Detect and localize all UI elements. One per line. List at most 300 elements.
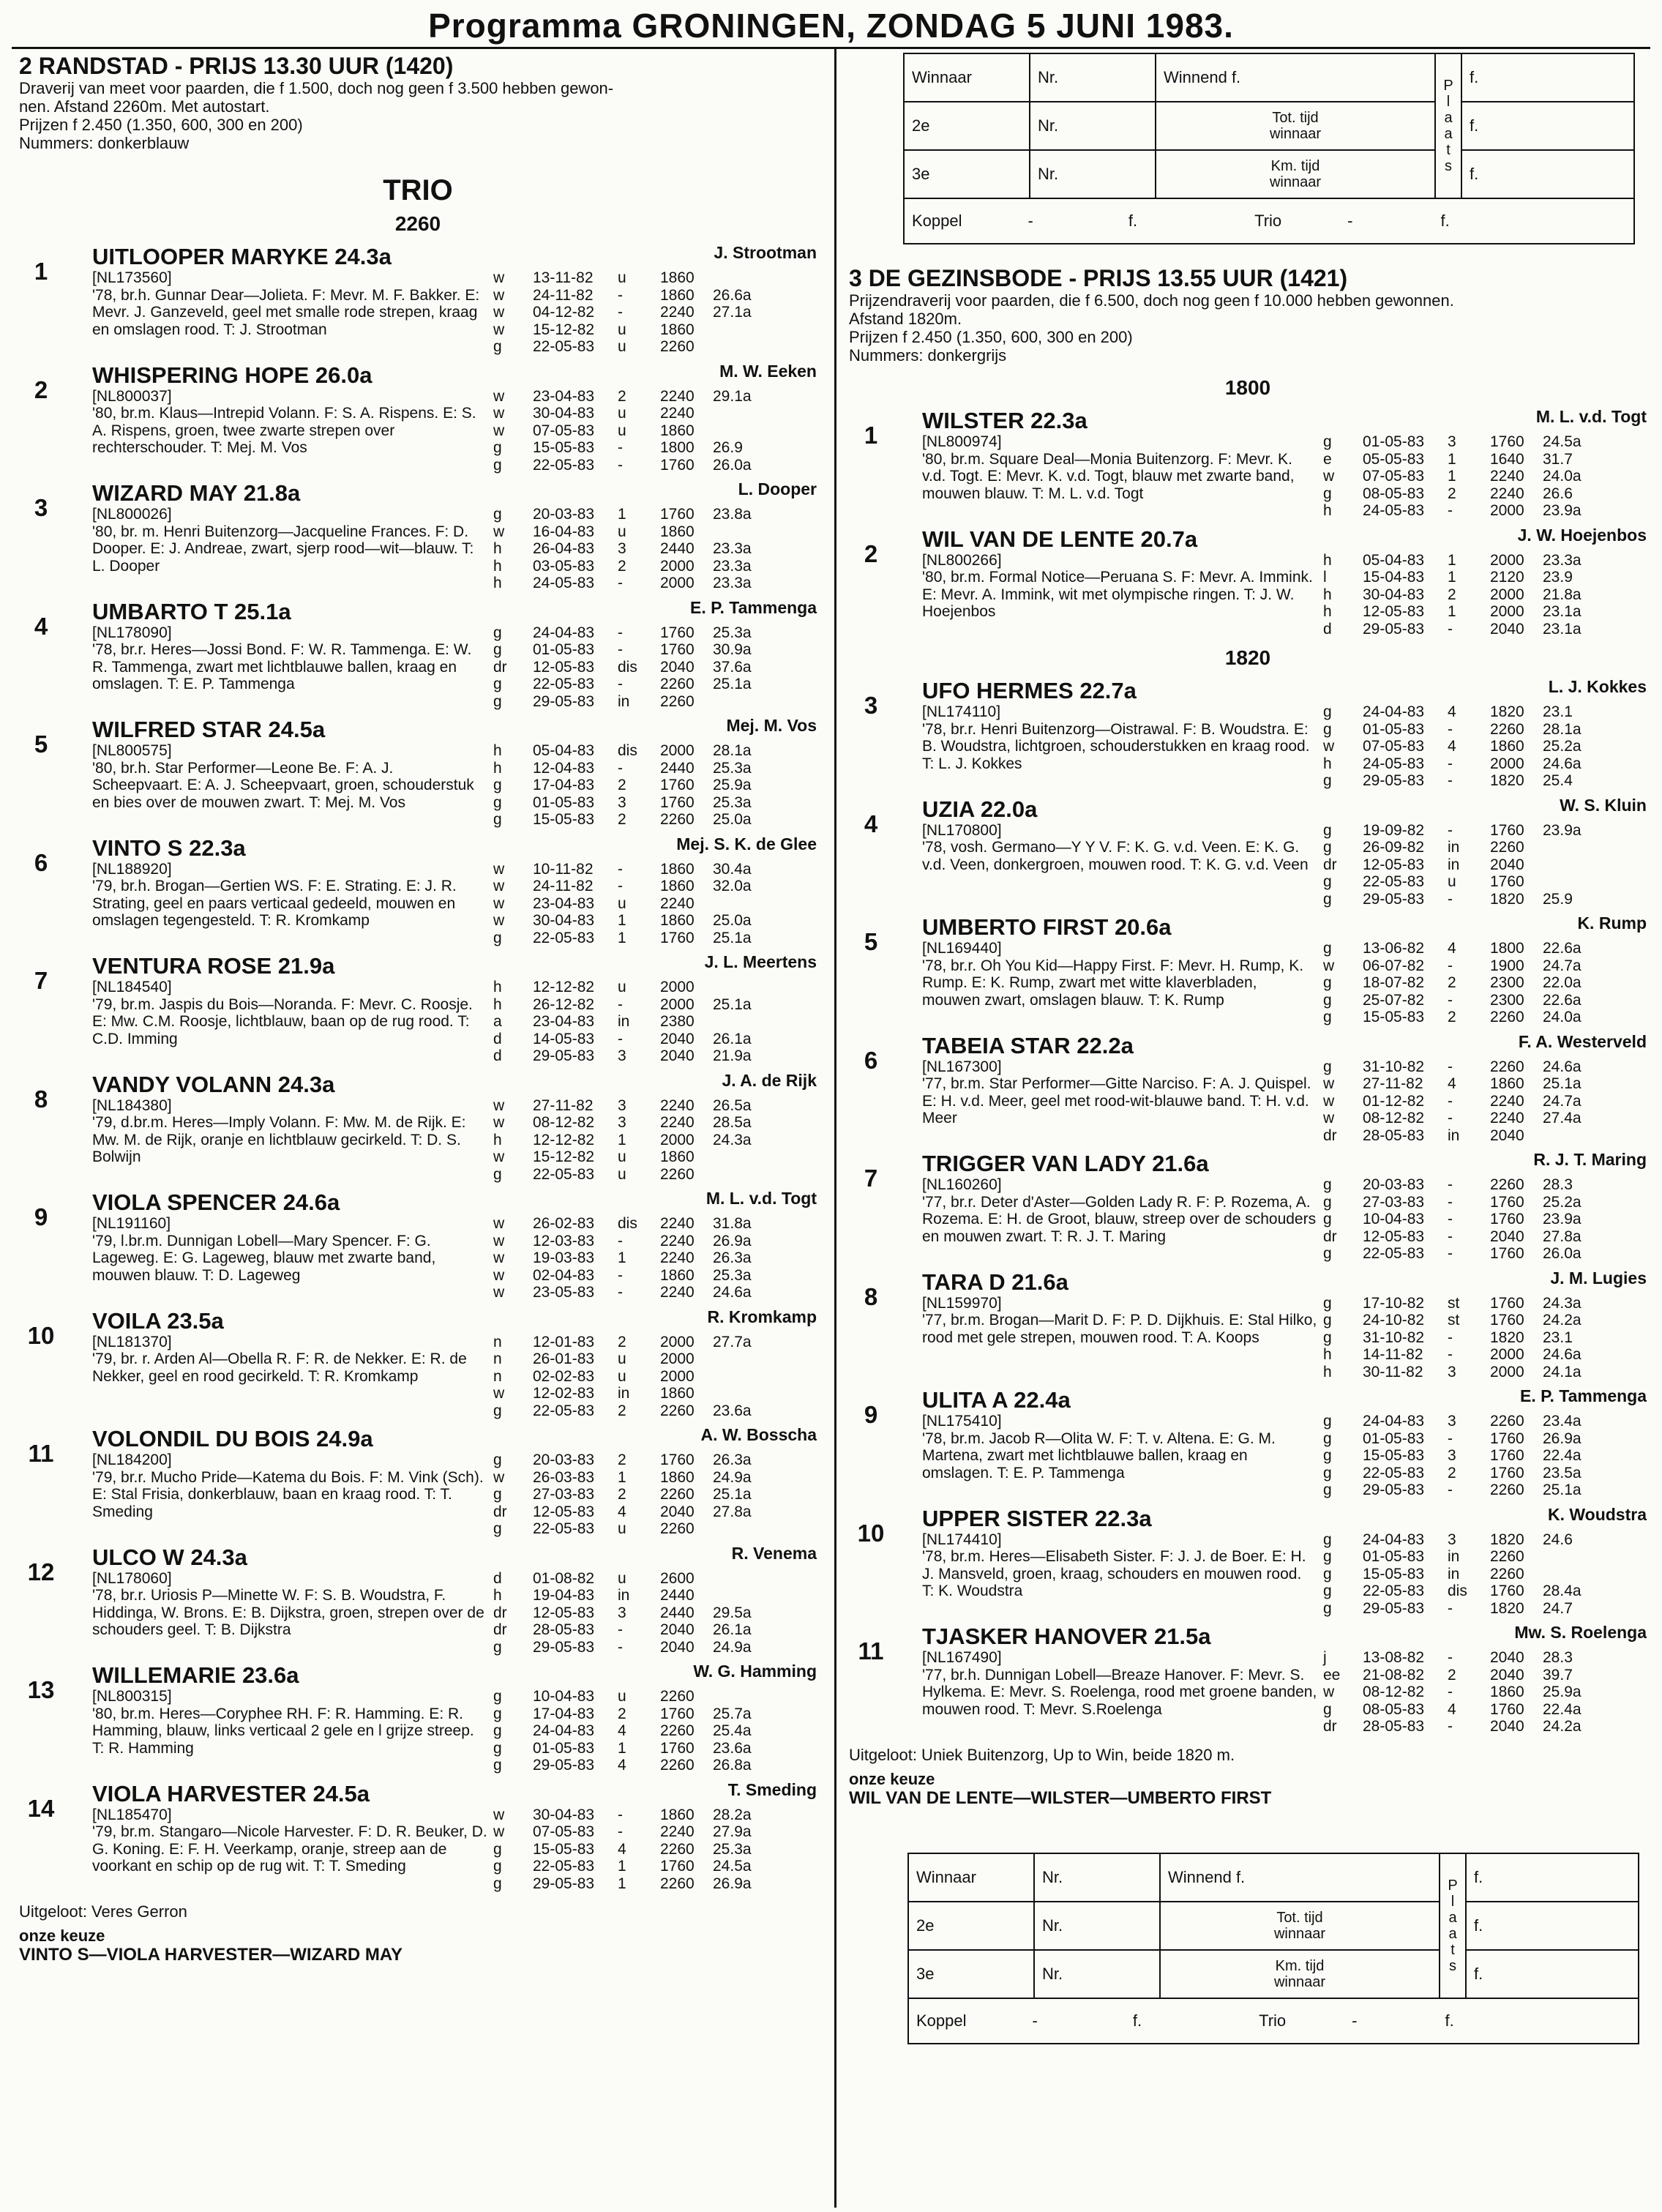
run-date: 26-01-83 — [533, 1350, 595, 1367]
run-time: 27.1a — [713, 304, 752, 321]
run-date: 30-04-83 — [533, 405, 595, 422]
registration-number: [NL191160] — [92, 1215, 171, 1232]
past-run — [1323, 721, 1594, 739]
run-date: 29-05-83 — [533, 1047, 595, 1064]
horse-name: VENTURA ROSE — [92, 953, 272, 979]
past-run — [493, 1757, 764, 1774]
past-run — [1323, 1329, 1594, 1347]
placing: 1 — [618, 1875, 626, 1892]
run-date: 12-05-83 — [533, 1604, 595, 1621]
placing: in — [1448, 839, 1460, 856]
placing: 4 — [1448, 940, 1456, 957]
past-run — [493, 760, 764, 777]
run-date: 04-12-82 — [533, 304, 595, 321]
placing: - — [1448, 755, 1453, 772]
horse-details — [92, 624, 817, 711]
track-code: d — [1323, 620, 1332, 638]
run-time: 24.6 — [1543, 1531, 1573, 1548]
driver-name: Mej. M. Vos — [726, 716, 817, 735]
run-date: 01-05-83 — [1363, 1548, 1425, 1565]
track-code: g — [1323, 1464, 1332, 1481]
run-time: 25.1a — [1543, 1481, 1581, 1498]
past-run — [1323, 485, 1594, 503]
track-code: h — [493, 1131, 502, 1148]
run-time: 26.3a — [713, 1451, 752, 1468]
run-time: 30.4a — [713, 860, 752, 878]
our-pick: VINTO S—VIOLA HARVESTER—WIZARD MAY — [19, 1945, 403, 1965]
placing: 4 — [1448, 703, 1456, 720]
koppel-payout: f. — [1132, 2011, 1142, 2030]
past-runs — [493, 1806, 764, 1893]
past-runs — [1323, 1413, 1594, 1499]
run-time — [713, 1587, 764, 1604]
track-code: g — [1323, 720, 1332, 738]
run-distance: 2260 — [1490, 720, 1524, 738]
placing: in — [618, 692, 630, 710]
run-date: 24-04-83 — [1363, 1531, 1425, 1548]
track-code: d — [493, 1047, 502, 1064]
run-time — [713, 979, 764, 996]
past-run — [1323, 502, 1594, 520]
track-code: w — [493, 1266, 505, 1284]
run-date: 05-04-83 — [533, 742, 595, 759]
pedigree-owner-text: '78, vosh. Germano—Y Y V. F: K. G. v.d. Veen. E: K. G. v.d. Veen, donkergroen, mouwen rood. T: K. G. v.d. Veen — [922, 839, 1309, 873]
past-runs — [1323, 703, 1594, 790]
track-code: h — [1323, 586, 1332, 603]
horse-entry — [19, 1190, 817, 1301]
horse-body — [92, 836, 817, 947]
past-run — [493, 304, 764, 321]
past-run — [1323, 1548, 1594, 1566]
placing: - — [1448, 772, 1453, 789]
driver-name: K. Woudstra — [1547, 1504, 1647, 1524]
our-pick-label: onze keuze — [849, 1769, 935, 1788]
run-time — [713, 1570, 764, 1588]
start-number: 5 — [34, 731, 48, 758]
horse-rating: 24.3a — [190, 1544, 247, 1570]
start-number: 11 — [858, 1637, 884, 1664]
driver-name: J. W. Hoejenbos — [1517, 525, 1647, 545]
pedigree-owner-text: '78, br.r. Oh You Kid—Happy First. F: Mevr. H. Rump, K. Rump. E: K. Rump, zwart met witte klaverbladen, mouwen zwart, omslagen blauw. T: K. Rump — [922, 957, 1304, 1009]
run-date: 20-03-83 — [533, 1451, 595, 1468]
horse-name: WIL VAN DE LENTE — [922, 526, 1134, 552]
run-distance: 2240 — [660, 1249, 695, 1266]
placing: 4 — [1448, 738, 1456, 755]
placing: 2 — [618, 1705, 626, 1722]
track-code: g — [1323, 1447, 1332, 1464]
past-run — [493, 996, 764, 1014]
run-date: 27-11-82 — [533, 1096, 594, 1114]
run-distance: 2040 — [1490, 1649, 1524, 1666]
run-distance: 2040 — [1490, 620, 1524, 638]
run-time: 25.9a — [1543, 1684, 1581, 1700]
run-distance: 1860 — [1490, 1684, 1524, 1700]
page-title: Programma GRONINGEN, ZONDAG 5 JUNI 1983. — [428, 7, 1234, 45]
horse-rating: 21.6a — [1011, 1268, 1068, 1295]
run-date: 15-05-83 — [1363, 1009, 1425, 1025]
past-run — [493, 388, 764, 406]
track-code: g — [493, 456, 502, 474]
past-run — [1323, 974, 1594, 992]
place-label-vertical — [1435, 53, 1461, 198]
horse-description — [922, 1295, 1317, 1381]
koppel-trio-row — [904, 198, 1634, 244]
past-run — [1323, 1600, 1594, 1618]
past-run — [493, 1166, 764, 1184]
past-run — [493, 641, 764, 659]
number-field: Nr. — [1030, 53, 1156, 102]
placing: - — [618, 641, 623, 658]
placing: - — [618, 1621, 623, 1638]
run-distance: 2000 — [660, 995, 695, 1013]
run-time: 26.0a — [713, 456, 752, 474]
driver-name: J. M. Lugies — [1550, 1268, 1647, 1288]
horse-body — [922, 1388, 1647, 1499]
horse-description — [92, 269, 487, 356]
run-distance: 2000 — [1490, 755, 1524, 772]
horse-rating: 21.9a — [277, 953, 335, 979]
start-number: 2 — [864, 539, 878, 567]
run-distance: 1760 — [660, 929, 695, 946]
driver-name: M. L. v.d. Togt — [705, 1189, 817, 1208]
start-number: 10 — [857, 1519, 885, 1547]
run-time: 26.9 — [713, 439, 743, 456]
run-time: 31.8a — [713, 1215, 752, 1232]
track-code: g — [1323, 821, 1332, 839]
start-number: 6 — [34, 848, 48, 876]
past-run — [1323, 755, 1594, 773]
run-date: 23-05-83 — [533, 1284, 595, 1301]
past-run — [493, 1368, 764, 1386]
past-run — [1323, 1075, 1594, 1093]
run-date: 15-12-82 — [533, 1148, 595, 1165]
pedigree-owner-text: '80, br. m. Henri Buitenzorg—Jacqueline Frances. F: D. Dooper. E: J. Andreae, zwart, sjerp rood—wit—blauw. T: L. Dooper — [92, 523, 474, 575]
koppel-payout: f. — [1128, 212, 1138, 230]
track-code: g — [1323, 1565, 1332, 1583]
track-code: g — [1323, 1312, 1332, 1329]
run-distance: 2260 — [660, 1840, 695, 1858]
run-time: 22.6a — [1543, 991, 1581, 1009]
run-date: 29-05-83 — [1363, 1599, 1425, 1617]
horse-body — [92, 717, 817, 829]
horse-name: UPPER SISTER — [922, 1505, 1089, 1531]
winner-label: Winnaar — [908, 1853, 1034, 1902]
run-time: 22.4a — [1543, 1700, 1581, 1718]
track-code: dr — [1323, 856, 1337, 873]
horse-body — [92, 1663, 817, 1774]
horse-name: WILSTER — [922, 408, 1025, 433]
track-code: w — [493, 1806, 505, 1823]
run-distance: 1800 — [660, 439, 695, 456]
second-label: 2e — [904, 102, 1030, 150]
run-time: 25.9 — [1543, 890, 1573, 908]
placing: - — [1448, 1430, 1453, 1447]
race-header: 2 RANDSTAD - PRIJS 13.30 UUR (1420) — [19, 53, 454, 79]
past-run — [493, 1503, 764, 1521]
horse-details — [922, 552, 1647, 638]
track-code: g — [1323, 1548, 1332, 1565]
run-date: 01-05-83 — [533, 641, 595, 658]
horse-name: WILFRED STAR — [92, 717, 262, 742]
run-time — [1543, 1548, 1594, 1566]
track-code: w — [493, 1468, 505, 1486]
registration-number: [NL159970] — [922, 1294, 1002, 1312]
track-code: g — [493, 1520, 502, 1537]
horse-details — [92, 269, 817, 356]
horse-body — [92, 1427, 817, 1538]
run-time: 28.4a — [1543, 1583, 1581, 1599]
placing: u — [618, 1367, 626, 1385]
track-code: g — [493, 811, 502, 828]
past-run — [493, 1858, 764, 1875]
past-run — [493, 1233, 764, 1250]
run-date: 29-05-83 — [533, 1757, 595, 1774]
registration-number: [NL185470] — [92, 1806, 172, 1823]
horse-name: UITLOOPER MARYKE — [92, 244, 329, 269]
placing: in — [1448, 1548, 1460, 1565]
track-code: l — [1323, 569, 1327, 586]
run-distance: 2260 — [660, 692, 695, 710]
past-run — [1323, 586, 1594, 604]
past-run — [1323, 1481, 1594, 1499]
horse-description — [92, 1334, 487, 1420]
race-desc-line: Draverij van meet voor paarden, die f 1.500, doch nog geen f 3.500 hebben gewon- — [19, 79, 614, 97]
track-code: g — [493, 641, 502, 658]
run-distance: 1860 — [660, 1148, 695, 1165]
run-date: 26-09-82 — [1363, 839, 1425, 856]
past-runs — [493, 1570, 764, 1656]
run-distance: 2000 — [1490, 1346, 1524, 1363]
run-distance: 2000 — [660, 979, 695, 995]
placing: 1 — [618, 1739, 626, 1757]
run-distance: 2240 — [660, 1232, 695, 1249]
placing: - — [1448, 1649, 1453, 1666]
registration-number: [NL184200] — [92, 1451, 172, 1468]
place-payout-field: f. — [1466, 1853, 1639, 1902]
run-date: 10-04-83 — [533, 1688, 595, 1705]
driver-name: R. Venema — [731, 1543, 817, 1563]
start-number: 9 — [34, 1203, 48, 1230]
horse-entry — [19, 244, 817, 356]
run-date: 28-05-83 — [1363, 1718, 1425, 1735]
horse-name: TARA D — [922, 1268, 1006, 1295]
track-code: g — [493, 793, 502, 811]
past-runs — [1323, 940, 1594, 1026]
placing: u — [618, 1148, 626, 1165]
track-code: g — [493, 1402, 502, 1419]
run-date: 05-04-83 — [1363, 551, 1425, 569]
run-date: 24-05-83 — [533, 575, 595, 591]
placing: 1 — [618, 1858, 626, 1875]
run-distance: 2000 — [660, 742, 695, 759]
third-label: 3e — [908, 1950, 1034, 1998]
registration-number: [NL184540] — [92, 979, 172, 995]
horse-list — [849, 408, 1647, 638]
horse-entry — [849, 1270, 1647, 1381]
pedigree-owner-text: '79, br.m. Jaspis du Bois—Noranda. F: Mevr. C. Roosje. E: Mw. C.M. Roosje, lichtblauw, baan op de rug rood. T: C.D. Imming — [92, 995, 473, 1047]
run-date: 24-04-83 — [1363, 1413, 1425, 1430]
run-time: 25.1a — [713, 995, 752, 1013]
driver-name: L. Dooper — [738, 479, 817, 498]
track-code: h — [1323, 755, 1332, 772]
run-distance: 1760 — [660, 1739, 695, 1757]
start-number: 3 — [34, 494, 48, 521]
horse-description — [922, 1058, 1317, 1145]
past-run — [1323, 1583, 1594, 1600]
registration-number: [NL800037] — [92, 387, 172, 405]
run-time: 32.0a — [713, 878, 752, 894]
winning-payout-field: Winnend f. — [1156, 53, 1435, 102]
run-distance: 1760 — [1490, 1312, 1524, 1329]
run-date: 19-03-83 — [533, 1249, 595, 1266]
run-time: 24.7a — [1543, 1092, 1581, 1110]
run-distance: 2260 — [660, 1165, 695, 1183]
run-distance: 1760 — [660, 456, 695, 474]
placing: dis — [1448, 1583, 1467, 1599]
horse-name: WILLEMARIE — [92, 1662, 236, 1688]
field-label: winnaar — [1273, 1973, 1326, 1990]
horse-details — [92, 506, 817, 592]
past-run — [1323, 1110, 1594, 1127]
run-time: 23.1 — [1543, 1329, 1573, 1346]
run-date: 03-05-83 — [533, 557, 595, 575]
run-distance: 2040 — [660, 1047, 695, 1064]
placing: 1 — [618, 929, 626, 946]
horse-description — [922, 1413, 1317, 1499]
run-date: 22-05-83 — [533, 676, 595, 692]
run-distance: 2240 — [660, 1096, 695, 1114]
run-distance: 1860 — [660, 523, 695, 540]
track-code: g — [1323, 485, 1332, 502]
track-code: h — [493, 557, 502, 575]
track-code: w — [493, 1215, 505, 1232]
horse-rating: 21.8a — [243, 480, 301, 506]
placing: 3 — [618, 1604, 626, 1621]
horse-details — [92, 388, 817, 474]
track-code: h — [1323, 1363, 1332, 1380]
past-runs — [1323, 822, 1594, 908]
run-distance: 1860 — [660, 878, 695, 894]
placing: - — [1448, 1684, 1453, 1700]
track-code: g — [493, 1875, 502, 1892]
pedigree-owner-text: '78, br.h. Gunnar Dear—Jolieta. F: Mevr. M. F. Bakker. E: Mevr. J. Ganzeveld, geel met smalle rode strepen, kraag en omslagen rood. T: J. Strootman — [92, 286, 480, 338]
place-payout-field: f. — [1461, 102, 1634, 150]
horse-name: VIOLA SPENCER — [92, 1189, 277, 1215]
run-distance: 2260 — [660, 1875, 695, 1892]
run-time: 23.1a — [1543, 620, 1581, 638]
placing: u — [618, 894, 626, 912]
run-date: 29-05-83 — [533, 1638, 595, 1656]
past-runs — [1323, 1295, 1594, 1381]
place-label-vertical — [1440, 1853, 1466, 1998]
placing: - — [618, 456, 623, 474]
placing: - — [618, 1806, 623, 1823]
placing: - — [1448, 890, 1453, 908]
horse-rating: 22.0a — [980, 796, 1038, 822]
placing: - — [618, 624, 623, 641]
run-distance: 1860 — [660, 269, 695, 286]
start-number: 12 — [27, 1558, 55, 1585]
run-time: 25.3a — [713, 1266, 752, 1284]
track-code: g — [1323, 1058, 1332, 1075]
run-distance: 2260 — [1490, 1176, 1524, 1193]
past-run — [1323, 468, 1594, 485]
run-time: 30.9a — [713, 641, 752, 658]
run-time: 24.7 — [1543, 1599, 1573, 1617]
field-label: Km. tijd — [1275, 1957, 1325, 1974]
run-time: 23.9a — [1543, 1211, 1581, 1228]
run-time: 21.9a — [713, 1047, 752, 1064]
horse-rating: 21.6a — [1152, 1151, 1209, 1176]
placing: u — [1448, 873, 1456, 890]
horse-rating: 22.2a — [1077, 1032, 1134, 1058]
past-run — [493, 1823, 764, 1841]
run-distance: 1760 — [1490, 1245, 1524, 1262]
run-distance: 2240 — [660, 1114, 695, 1131]
horse-name: UMBERTO FIRST — [922, 914, 1109, 940]
horse-body — [922, 1624, 1647, 1735]
past-run — [1323, 1413, 1594, 1430]
horse-details — [92, 979, 817, 1065]
pedigree-owner-text: '80, br.m. Formal Notice—Peruana S. F: Mevr. A. Immink. E: Mevr. A. Immink, wit met olympische ringen. T: J. W. Hoejenbos — [922, 569, 1313, 620]
race-desc-line: Afstand 1820m. — [849, 310, 962, 328]
run-date: 01-05-83 — [533, 1739, 595, 1757]
past-run — [1323, 1194, 1594, 1211]
placing: 2 — [618, 777, 626, 793]
past-runs — [493, 624, 764, 711]
placing: u — [618, 979, 626, 995]
field-label: Km. tijd — [1270, 158, 1320, 174]
run-distance: 2240 — [660, 894, 695, 912]
past-run — [493, 287, 764, 304]
run-date: 30-04-83 — [533, 912, 595, 929]
run-date: 01-05-83 — [1363, 1430, 1425, 1447]
driver-name: E. P. Tammenga — [690, 597, 817, 617]
horse-title — [922, 679, 1647, 703]
past-runs — [493, 742, 764, 829]
run-date: 01-08-82 — [533, 1569, 595, 1587]
past-run — [1323, 891, 1594, 908]
start-number: 1 — [864, 422, 878, 449]
placing: - — [618, 1266, 623, 1284]
track-code: g — [493, 338, 502, 355]
run-distance: 2260 — [1490, 1481, 1524, 1498]
past-run — [493, 1148, 764, 1166]
placing: u — [618, 269, 626, 286]
past-run — [1323, 1364, 1594, 1381]
run-distance: 1760 — [660, 793, 695, 811]
placing: 3 — [618, 1114, 626, 1131]
start-number: 4 — [864, 810, 878, 837]
run-date: 07-05-83 — [1363, 738, 1425, 755]
run-time — [1543, 839, 1594, 856]
past-run — [493, 777, 764, 794]
run-time: 29.1a — [713, 387, 752, 405]
run-distance: 2040 — [1490, 1228, 1524, 1245]
run-distance: 2040 — [660, 1503, 695, 1520]
track-code: h — [493, 979, 502, 995]
pedigree-owner-text: '77, br.m. Brogan—Marit D. F: P. D. Dijkhuis. E: Stal Hilko, rood met gele strepen, mouwen rood. T: A. Koops — [922, 1312, 1317, 1346]
track-code: g — [1323, 1009, 1332, 1025]
run-date: 29-05-83 — [1363, 772, 1425, 789]
horse-description — [92, 742, 487, 829]
past-run — [1323, 433, 1594, 451]
past-run — [493, 1621, 764, 1639]
run-distance: 2240 — [660, 1284, 695, 1301]
pedigree-owner-text: '80, br.m. Heres—Coryphee RH. F: R. Hamming. E: R. Hamming, blauw, links verticaal 2 gele en l grijze streep. T: R. Hamming — [92, 1705, 474, 1757]
run-date: 12-05-83 — [1363, 603, 1425, 620]
placing: - — [1448, 1228, 1453, 1245]
